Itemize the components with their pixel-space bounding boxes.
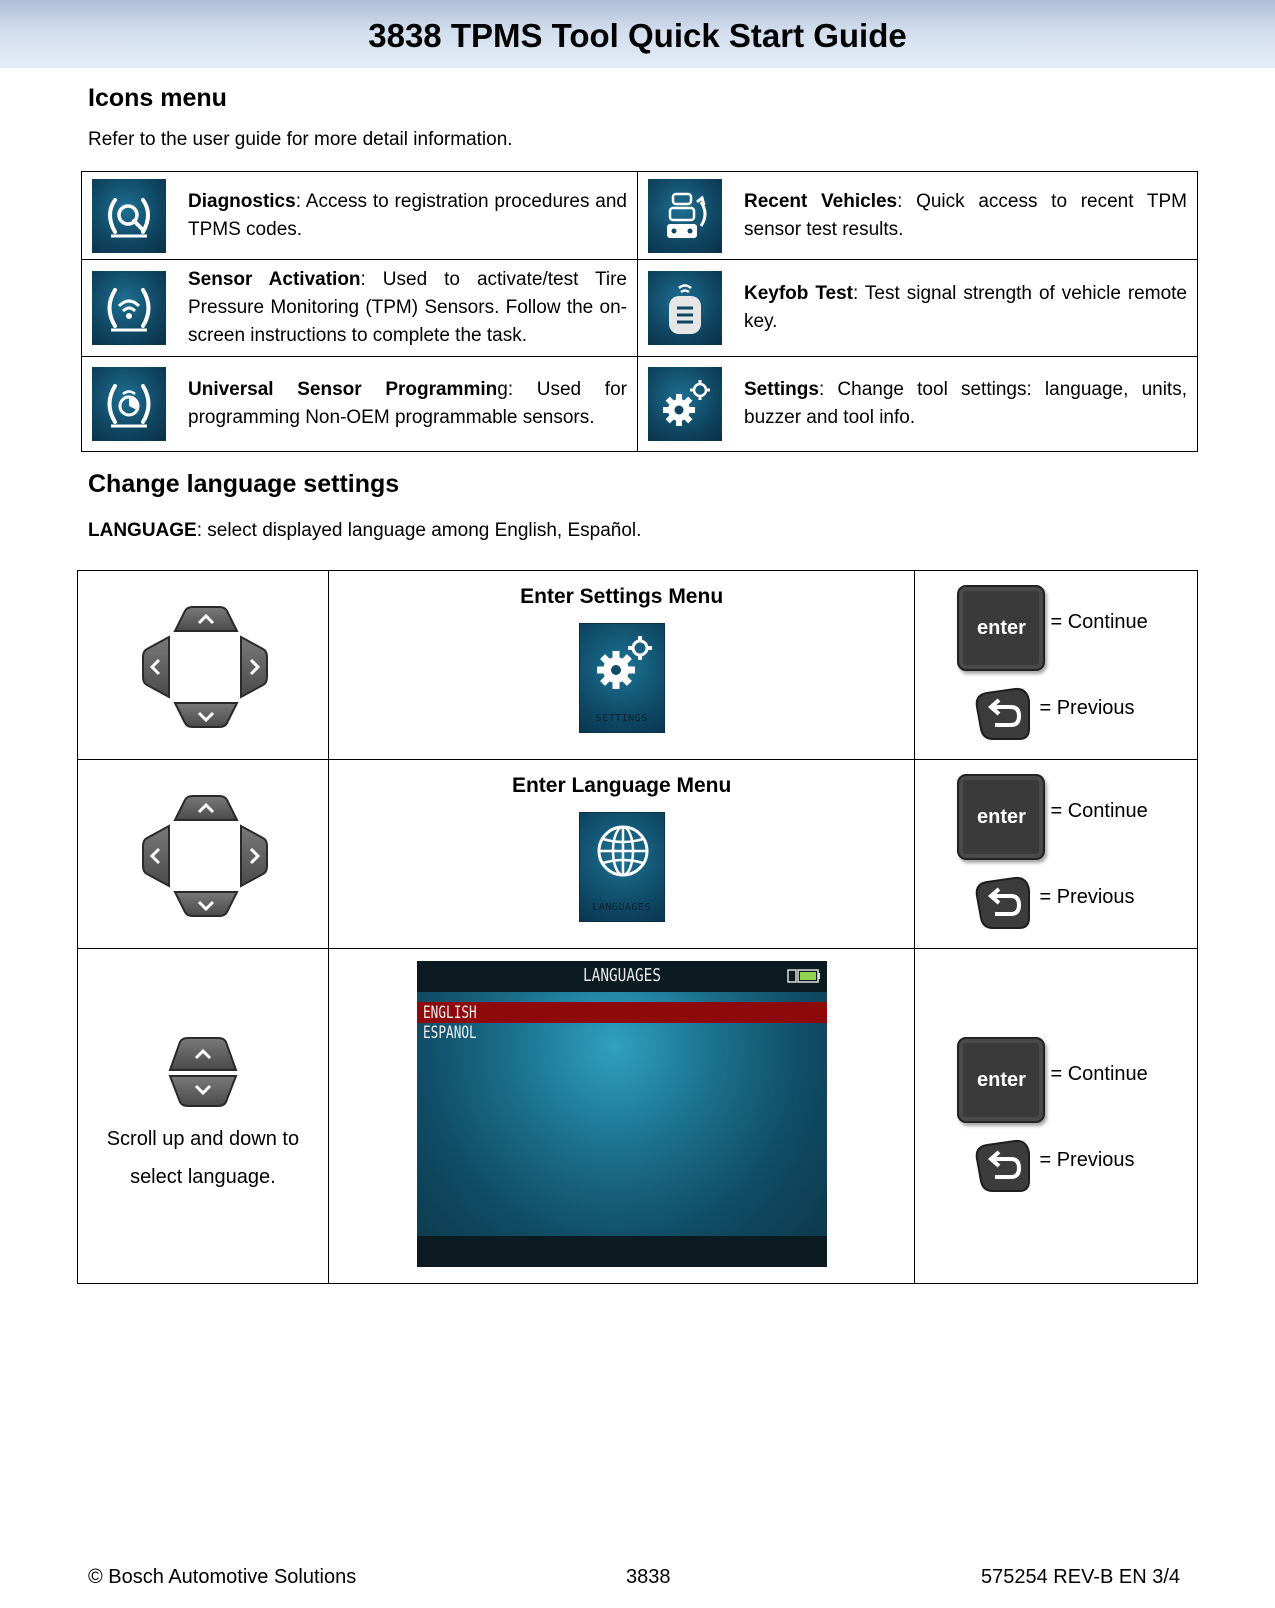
icons-menu-heading: Icons menu	[88, 84, 227, 112]
icon-cell-keyfob	[638, 260, 1198, 357]
step-1-action-cell	[328, 571, 915, 760]
universal-sensor-description: Universal Sensor Programming: Used for programming Non-OEM programmable sensors.	[188, 379, 627, 428]
diagnostics-icon	[92, 179, 166, 253]
globe-icon	[580, 813, 666, 893]
step-3-nav-cell	[78, 949, 329, 1284]
sensor-activation-icon	[92, 271, 166, 345]
footer-model: 3838	[626, 1566, 671, 1588]
step-1-keys-cell	[915, 571, 1198, 760]
settings-icon	[648, 367, 722, 441]
keyfob-icon	[648, 271, 722, 345]
settings-icon	[580, 624, 666, 704]
header-banner	[0, 0, 1275, 68]
recent-vehicles-description: Recent Vehicles: Quick access to recent TPM sensor test results.	[744, 190, 1187, 240]
up-down-keys-icon	[168, 1036, 238, 1108]
dpad-icon	[133, 597, 273, 737]
continue-label: = Continue	[1050, 800, 1148, 822]
language-heading: Change language settings	[88, 470, 400, 498]
enter-key: enter	[957, 774, 1045, 860]
languages-menu-tile	[579, 812, 665, 922]
scroll-instruction: Scroll up and down to select language.	[106, 1128, 300, 1188]
back-key-icon	[971, 874, 1035, 932]
step-2-nav-cell	[78, 760, 329, 949]
recent-vehicles-icon	[648, 179, 722, 253]
selected-row-highlight	[417, 1002, 827, 1023]
keyfob-description: Keyfob Test: Test signal strength of vehicle remote key.	[744, 283, 1187, 332]
battery-icon	[787, 969, 821, 983]
icons-menu-intro: Refer to the user guide for more detail information.	[88, 129, 513, 150]
step-3-keys-cell	[915, 949, 1198, 1284]
icon-cell-settings	[638, 357, 1198, 452]
page-title: 3838 TPMS Tool Quick Start Guide	[368, 17, 907, 54]
languages-tile-label: LANGUAGES	[592, 902, 651, 913]
icon-cell-diagnostics	[82, 172, 638, 260]
languages-screen	[417, 961, 827, 1267]
back-key-icon	[971, 685, 1035, 743]
language-option-english[interactable]: ENGLISH	[422, 1003, 477, 1023]
dpad-icon	[133, 786, 273, 926]
step-2-action-cell	[328, 760, 915, 949]
step-1-nav-cell	[78, 571, 329, 760]
step-2-keys-cell	[915, 760, 1198, 949]
step-3-action-cell	[328, 949, 915, 1284]
footer-copyright: © Bosch Automotive Solutions	[88, 1566, 357, 1588]
step-2-title: Enter Language Menu	[511, 774, 732, 797]
continue-label: = Continue	[1050, 1063, 1148, 1085]
language-option-espanol[interactable]: ESPANOL	[422, 1023, 477, 1043]
diagnostics-description: Diagnostics: Access to registration procedures and TPMS codes.	[188, 190, 627, 240]
language-intro: LANGUAGE: select displayed language among English, Español.	[88, 520, 642, 541]
step-1-title: Enter Settings Menu	[520, 585, 724, 608]
icon-cell-universal-sensor	[82, 357, 638, 452]
sensor-activation-description: Sensor Activation: Used to activate/test Tire Pressure Monitoring (TPM) Sensors. Follow the on-screen instructions to complete the task.	[188, 269, 627, 346]
back-key-icon	[971, 1137, 1035, 1195]
icon-cell-recent-vehicles	[638, 172, 1198, 260]
previous-label: = Previous	[1039, 1149, 1135, 1171]
universal-sensor-icon	[92, 367, 166, 441]
enter-key: enter	[957, 1037, 1045, 1123]
footer-doc-number: 575254 REV-B EN 3/4	[981, 1566, 1181, 1588]
screen-title: LANGUAGES	[582, 965, 661, 986]
language-steps-table	[77, 570, 1198, 1284]
settings-tile-label: SETTINGS	[595, 713, 648, 724]
icon-cell-sensor-activation	[82, 260, 638, 357]
previous-label: = Previous	[1039, 697, 1135, 719]
icons-menu-table	[81, 171, 1198, 452]
continue-label: = Continue	[1050, 611, 1148, 633]
enter-key: enter	[957, 585, 1045, 671]
settings-menu-tile	[579, 623, 665, 733]
settings-description: Settings: Change tool settings: language, units, buzzer and tool info.	[744, 379, 1187, 428]
previous-label: = Previous	[1039, 886, 1135, 908]
